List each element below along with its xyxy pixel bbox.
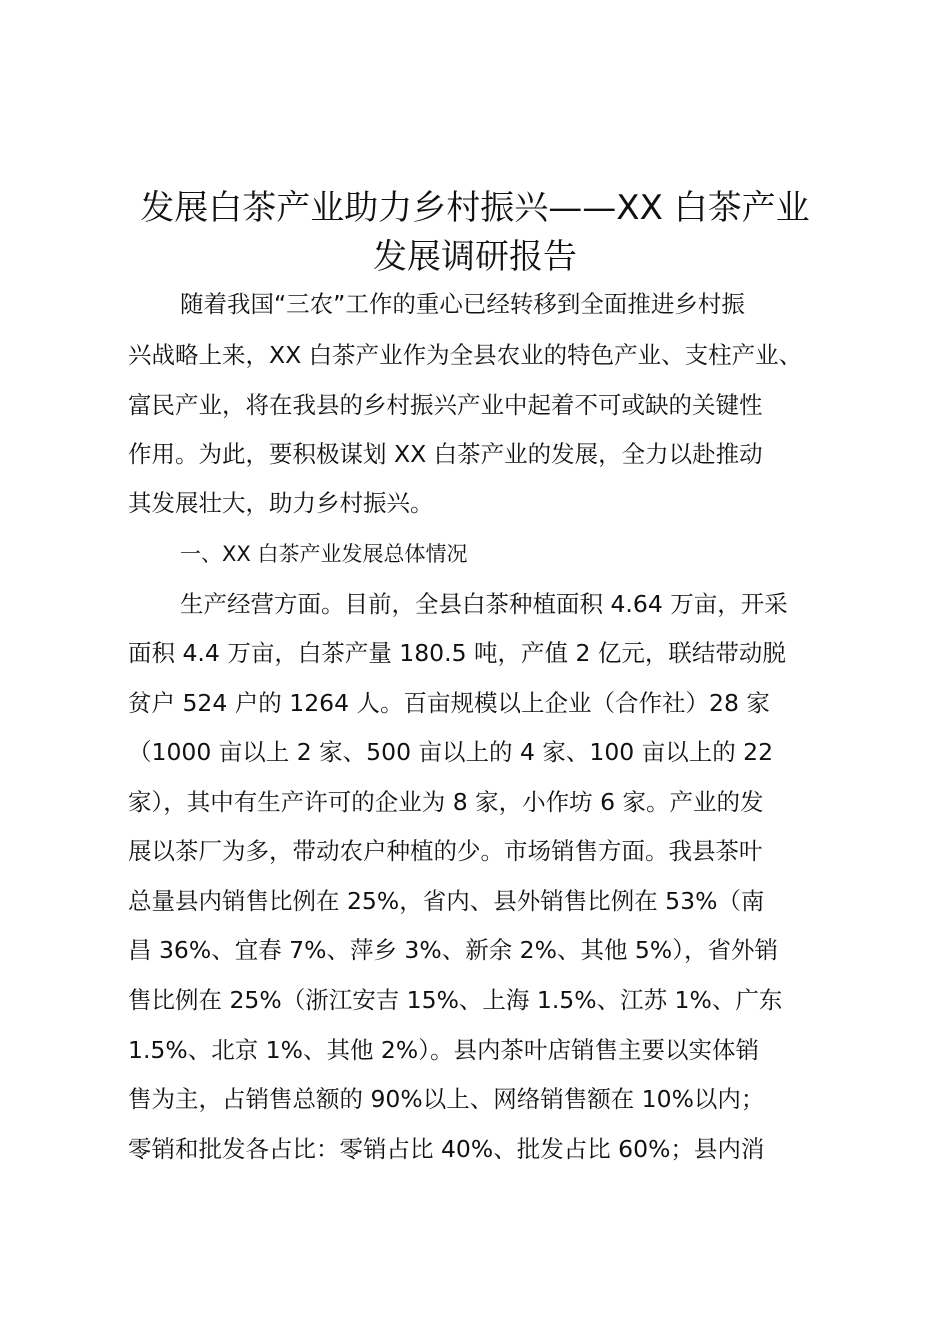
section-heading: 一、XX 白茶产业发展总体情况 bbox=[180, 542, 468, 566]
paragraph-line: 售比例在 25%（浙江安吉 15%、上海 1.5%、江苏 1%、广东 bbox=[128, 986, 783, 1014]
paragraph-line: 兴战略上来，XX 白茶产业作为全县农业的特色产业、支柱产业、 bbox=[128, 341, 803, 369]
paragraph-line: 家），其中有生产许可的企业为 8 家，小作坊 6 家。产业的发 bbox=[128, 788, 764, 816]
paragraph-line: 作用。为此，要积极谋划 XX 白茶产业的发展，全力以赴推动 bbox=[128, 440, 763, 468]
paragraph-line: 面积 4.4 万亩，白茶产量 180.5 吨，产值 2 亿元，联结带动脱 bbox=[128, 639, 786, 667]
paragraph-line: 1.5%、北京 1%、其他 2%）。县内茶叶店销售主要以实体销 bbox=[128, 1036, 759, 1064]
paragraph-line: 总量县内销售比例在 25%，省内、县外销售比例在 53%（南 bbox=[128, 887, 765, 915]
paragraph-line: 售为主，占销售总额的 90%以上、网络销售额在 10%以内； bbox=[128, 1085, 765, 1113]
paragraph-line: 富民产业，将在我县的乡村振兴产业中起着不可或缺的关键性 bbox=[128, 391, 763, 419]
paragraph-line: 零销和批发各占比：零销占比 40%、批发占比 60%；县内消 bbox=[128, 1135, 765, 1163]
paragraph-line: （1000 亩以上 2 家、500 亩以上的 4 家、100 亩以上的 22 bbox=[128, 738, 774, 766]
paragraph-line: 生产经营方面。目前，全县白茶种植面积 4.64 万亩，开采 bbox=[180, 590, 788, 618]
paragraph-line: 贫户 524 户的 1264 人。百亩规模以上企业（合作社）28 家 bbox=[128, 689, 770, 717]
paragraph-line: 昌 36%、宜春 7%、萍乡 3%、新余 2%、其他 5%），省外销 bbox=[128, 936, 778, 964]
paragraph-line: 随着我国“三农”工作的重心已经转移到全面推进乡村振 bbox=[180, 290, 745, 318]
title-line-2: 发展调研报告 bbox=[373, 237, 577, 277]
paragraph-line: 其发展壮大，助力乡村振兴。 bbox=[128, 489, 434, 517]
paragraph-line: 展以茶厂为多，带动农户种植的少。市场销售方面。我县茶叶 bbox=[128, 837, 763, 865]
title-line-1: 发展白茶产业助力乡村振兴——XX 白茶产业 bbox=[140, 188, 810, 228]
